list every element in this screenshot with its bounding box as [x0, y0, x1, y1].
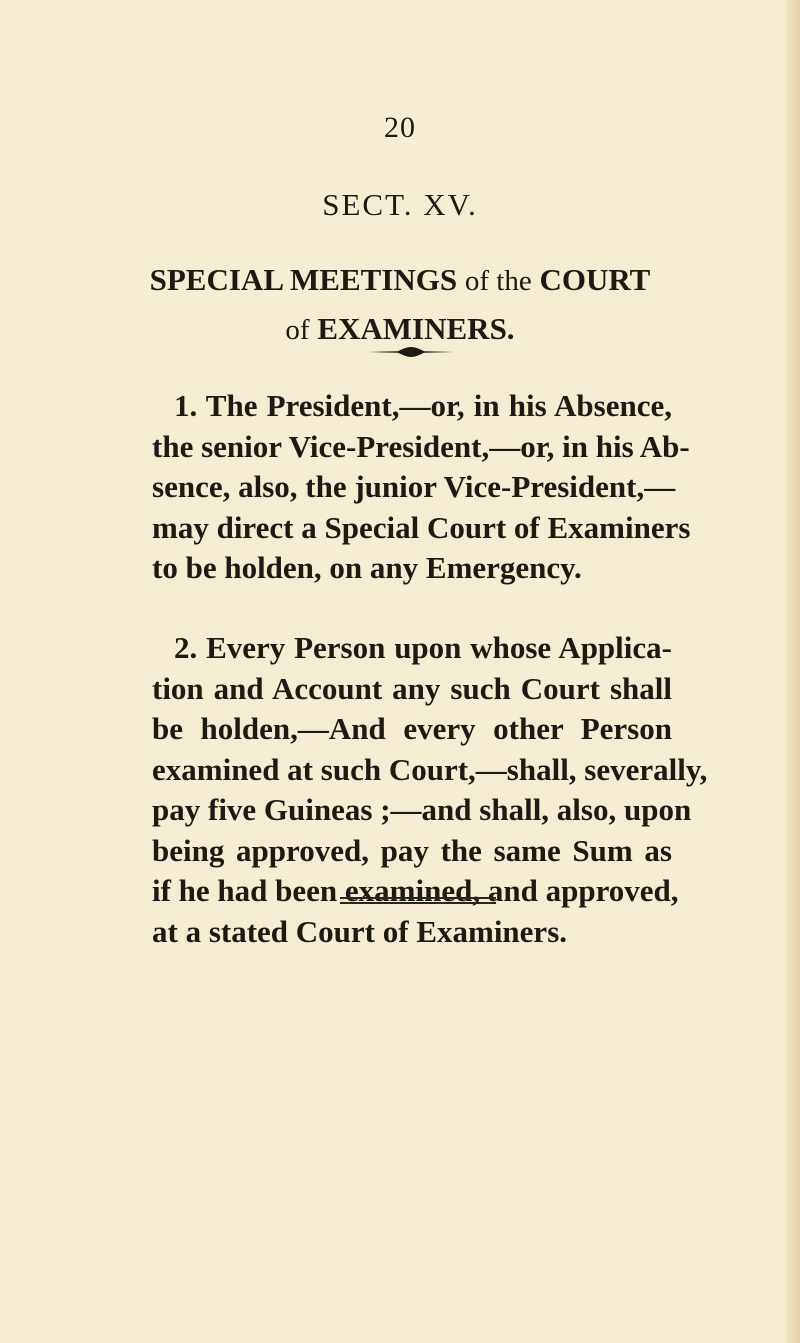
title-court: COURT	[539, 262, 651, 297]
paragraph-1	[152, 386, 691, 589]
paragraph-line: sence, also, the junior Vice-President,—	[152, 469, 676, 504]
title-special-meetings: SPECIAL MEETINGS	[149, 262, 458, 297]
paragraph-line: to be holden, on any Emergency.	[152, 550, 582, 585]
section-title-line-1	[0, 256, 800, 305]
paragraph-line: may direct a Special Court of Examiners	[152, 509, 691, 545]
paragraph-line: tion and Account any such Court shall	[152, 670, 672, 706]
paragraph-line: 2. Every Person upon whose Applica-	[174, 630, 672, 665]
paragraph-line: if he had been examined, and approved,	[152, 873, 679, 908]
paragraph-line: being approved, pay the same Sum as	[152, 832, 672, 868]
paragraph-line: pay five Guineas ;—and shall, also, upon	[152, 792, 692, 827]
title-of: of	[285, 314, 310, 346]
title-examiners: EXAMINERS.	[317, 311, 515, 346]
ornament-divider-icon	[368, 346, 454, 358]
title-of-the: of the	[464, 265, 532, 297]
section-title	[0, 256, 800, 354]
paragraph-line: examined at such Court,—shall, severally,	[152, 751, 708, 787]
paragraph-line: 1. The President,—or, in his Absence,	[174, 388, 672, 423]
paragraph-line: the senior Vice-President,—or, in his Ab-	[152, 428, 690, 464]
paragraph-line: at a stated Court of Examiners.	[152, 913, 568, 949]
section-heading: SECT. XV.	[322, 187, 478, 222]
paragraph-line: be holden,—And every other Person	[152, 711, 672, 746]
page-number: 20	[384, 111, 416, 144]
end-double-rule	[340, 897, 496, 904]
